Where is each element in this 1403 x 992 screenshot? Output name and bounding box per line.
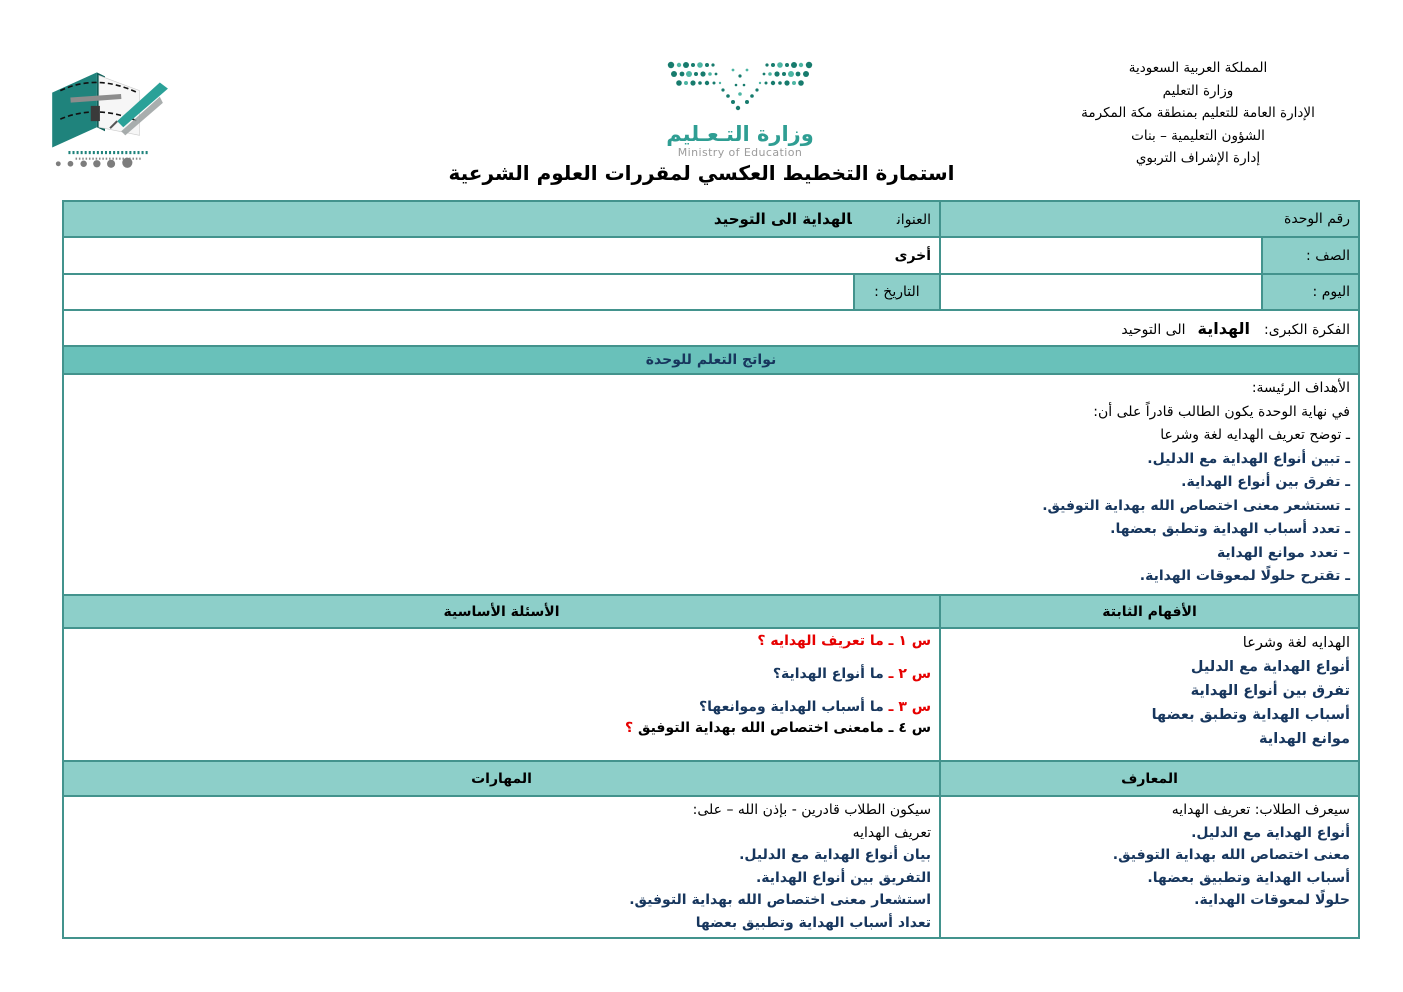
title-cell (63, 201, 940, 237)
outcomes-header: نواتج التعلم للوحدة (63, 346, 1359, 374)
objective-item: ـ تستشعر معنى اختصاص الله بهداية التوفيق. (1042, 497, 1350, 514)
class-other-cell[interactable] (63, 237, 940, 274)
ministry-line-country: المملكة العربية السعودية (1128, 60, 1268, 76)
knowledge-item: أسباب الهداية وتطبيق بعضها. (1147, 869, 1350, 886)
question-item (72, 697, 931, 718)
ministry-line-administration: الإدارة العامة للتعليم بمنطقة مكة المكرمة (1081, 105, 1315, 121)
row-section-headers-1 (63, 595, 1359, 628)
understanding-item: أسباب الهداية وتطبق بعضها (1151, 707, 1350, 723)
understandings-cell (940, 628, 1359, 761)
page-title: استمارة التخطيط العكسي لمقررات العلوم الشرعية (448, 161, 955, 185)
skills-header: المهارات (63, 761, 940, 796)
question-number: س ٣ ـ (883, 699, 932, 715)
skills-item: استشعار معنى اختصاص الله بهداية التوفيق. (629, 892, 932, 908)
skills-item: بيان أنواع الهداية مع الدليل. (739, 847, 932, 863)
row-class (63, 237, 1359, 274)
day-input[interactable] (940, 274, 1262, 310)
ministry-line-affairs: الشؤون التعليمية – بنات (1131, 127, 1265, 144)
ministry-of-education-logo (650, 58, 830, 159)
understanding-item: موانع الهداية (1258, 731, 1350, 747)
day-label: اليوم : (1262, 274, 1359, 310)
row-objectives (63, 374, 1359, 595)
row-section-headers-2 (63, 761, 1359, 796)
moe-logo-wordmark: وزارة التـعـليم (666, 122, 814, 146)
knowledge-item: أنواع الهداية مع الدليل. (1191, 824, 1350, 841)
big-idea-value-rest: الى التوحيد (1121, 321, 1186, 338)
knowledge-item: معنى اختصاص الله بهداية التوفيق. (1112, 847, 1350, 863)
big-idea-cell (63, 310, 1359, 346)
class-label: الصف : (1262, 237, 1359, 274)
moe-logo-subtitle: Ministry of Education (677, 146, 803, 159)
knowledge-header: المعارف (940, 761, 1359, 796)
skills-item: تعريف الهدايه (852, 824, 932, 841)
knowledge-item: حلولًا لمعوقات الهداية. (1194, 892, 1350, 908)
understanding-item: تفرق بين أنواع الهداية (1190, 683, 1350, 699)
big-idea-label: الفكرة الكبرى: (1264, 321, 1350, 338)
unit-number-label: رقم الوحدة (940, 201, 1359, 237)
title-label: العنوان (896, 212, 932, 228)
objective-item: ـ توضح تعريف الهدايه لغة وشرعا (1160, 427, 1350, 443)
understanding-item: الهدايه لغة وشرعا (1242, 635, 1350, 651)
row-big-idea (63, 310, 1359, 346)
objective-item: ـ تقترح حلولًا لمعوقات الهداية. (1139, 568, 1350, 584)
objectives-title: الأهداف الرئيسة: (1251, 380, 1350, 396)
row-unit-title (63, 201, 1359, 237)
moe-palm-dots-icon (660, 58, 820, 116)
row-understandings-questions (63, 628, 1359, 761)
understandings-header: الأفهام الثابتة (940, 595, 1359, 628)
big-idea-value-bold: الهداية (1197, 318, 1250, 338)
ministry-line-supervision: إدارة الإشراف التربوي (1135, 150, 1261, 166)
date-input[interactable] (63, 274, 854, 310)
objective-item: ـ تفرق بين أنواع الهداية. (1181, 474, 1350, 490)
knowledge-intro: سيعرف الطلاب: تعريف الهدايه (1171, 802, 1350, 818)
skills-intro: سيكون الطلاب قادرين - بإذن الله – على: (692, 802, 932, 818)
question-item: س ١ ـ ما تعريف الهدايه ؟ (757, 633, 932, 649)
question-item (72, 718, 931, 739)
date-label: التاريخ : (854, 274, 940, 310)
class-input[interactable] (940, 237, 1262, 274)
objectives-intro: في نهاية الوحدة يكون الطالب قادراً على أن: (1093, 403, 1350, 420)
question-text: ما أسباب الهداية وموانعها؟ (698, 699, 884, 715)
book-and-pen-icon (40, 60, 172, 168)
row-knowledge-skills (63, 796, 1359, 938)
ministry-header-block (1033, 57, 1363, 170)
title-value: الهداية الى التوحيد (713, 210, 852, 228)
skills-item: تعداد أسباب الهداية وتطبيق بعضها (695, 914, 932, 931)
knowledge-cell (940, 796, 1359, 938)
question-text: ما أنواع الهداية؟ (772, 666, 884, 682)
class-other-value: أخرى (894, 247, 932, 264)
skills-cell (63, 796, 940, 938)
objective-item: – تعدد موانع الهداية (1216, 544, 1350, 561)
skills-item: التفريق بين أنواع الهداية. (755, 869, 932, 886)
questions-header: الأسئلة الأساسية (63, 595, 940, 628)
row-outcomes-band (63, 346, 1359, 374)
question-text: س ٤ ـ مامعنى اختصاص الله بهداية التوفيق (633, 720, 932, 736)
understanding-item: أنواع الهداية مع الدليل (1190, 659, 1350, 675)
question-number: س ٢ ـ (883, 666, 932, 682)
objective-item: ـ تبين أنواع الهداية مع الدليل. (1147, 450, 1350, 467)
question-mark: ؟ (624, 720, 634, 736)
school-logo (40, 60, 172, 168)
question-item (72, 664, 931, 685)
objective-item: ـ تعدد أسباب الهداية وتطبق بعضها. (1110, 521, 1350, 537)
questions-cell (63, 628, 940, 761)
planning-form-table (62, 200, 1360, 939)
objectives-cell (63, 374, 1359, 595)
ministry-line-ministry: وزارة التعليم (1162, 82, 1234, 99)
row-day-date (63, 274, 1359, 310)
